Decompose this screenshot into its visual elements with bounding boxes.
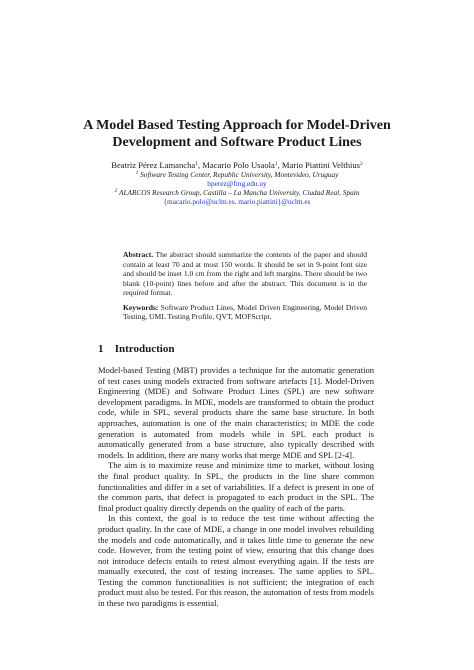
paper-title bbox=[60, 117, 414, 151]
abstract-paragraph bbox=[123, 250, 367, 298]
section-body bbox=[98, 365, 374, 609]
affiliation-text: Software Testing Center, Republic University, Montevideo, Uruguay bbox=[140, 170, 339, 179]
affiliation-text: ALARCOS Research Group, Castilla – La Mancha University, Ciudad Real, Spain bbox=[119, 188, 360, 197]
section-number: 1 bbox=[98, 343, 104, 355]
affiliation-1 bbox=[40, 170, 434, 179]
title-line-1: A Model Based Testing Approach for Model-Driven bbox=[83, 118, 391, 133]
author-name: , Mario Piattini Velthius bbox=[277, 160, 361, 170]
author-affil-mark: 1 bbox=[195, 161, 198, 167]
affiliation-mark: 2 bbox=[114, 188, 118, 194]
abstract-label: Abstract. bbox=[123, 250, 154, 259]
affiliation-mark: 1 bbox=[135, 170, 139, 176]
affiliation-2-email[interactable]: {macario.polo@uclm.es, mario.piattini}@uclm.es bbox=[163, 197, 311, 206]
author-affil-mark: 1 bbox=[274, 161, 278, 167]
keywords-paragraph bbox=[123, 303, 367, 322]
author-name: , Macario Polo Usaola bbox=[197, 160, 275, 170]
section-title: Introduction bbox=[114, 343, 175, 355]
section-heading bbox=[98, 343, 398, 356]
body-paragraph: In this context, the goal is to reduce the test time without affecting the product quality. In the case of MDE, a change in one model involves rebuilding the models and code automatically, and it takes little time to generate the new code. However, from the testing point of view, ensuring that this change does not introduce defects entails to retest almost everything again. If the tests are manually executed, the cost of testing increases. The same applies to SPL. Testing the common functionalities is not sufficient; the integration of each product must also be tested. For this reason, the automation of tests from models in these two paradigms is essential. bbox=[98, 513, 374, 609]
affiliation-1-email[interactable]: bperez@fing.edu.uy bbox=[207, 179, 267, 188]
keywords-text: Software Product Lines, Model Driven Engineering, Model Driven Testing, UML Testing Profile, QVT, MOFScript. bbox=[123, 302, 367, 321]
author-name: Beatriz Pérez Lamancha bbox=[111, 160, 196, 170]
body-paragraph: The aim is to maximize reuse and minimize time to market, without losing the final product quality. In SPL, the products in the line share common functionalities and differ in a set of variabilities. If a defect is present in one of the common parts, that defect is propagated to each product in the SPL. The final product quality directly depends on the quality of each of the parts. bbox=[98, 460, 374, 513]
abstract-block bbox=[123, 250, 367, 327]
abstract-text: The abstract should summarize the contents of the paper and should contain at least 70 and at most 150 words. It should be set in 9-point font size and should be inset 1.0 cm from the right and left margins. There should be two blank (10-point) lines before and after the abstract. This document is in the required format. bbox=[123, 250, 367, 297]
author-list bbox=[40, 160, 434, 170]
title-line-2: Development and Software Product Lines bbox=[112, 135, 362, 150]
affiliation-2 bbox=[40, 188, 434, 197]
body-paragraph: Model-based Testing (MBT) provides a technique for the automatic generation of test cases using models extracted from software artefacts [1]. Model-Driven Engineering (MDE) and Software Product Lines (SPL) are new software development paradigms. In MDE, models are transformed to obtain the product code, while in SPL, several products share the same base structure. In both approaches, automation is one of the main characteristics; in MDE the code generation is automated from models while in SPL each product is automatically generated from a base structure, also typically described with models. In addition, there are many works that merge MDE and SPL [2-4]. bbox=[98, 365, 374, 460]
keywords-label: Keywords: bbox=[123, 302, 159, 312]
author-affil-mark: 2 bbox=[360, 161, 363, 167]
author-block bbox=[40, 160, 434, 206]
